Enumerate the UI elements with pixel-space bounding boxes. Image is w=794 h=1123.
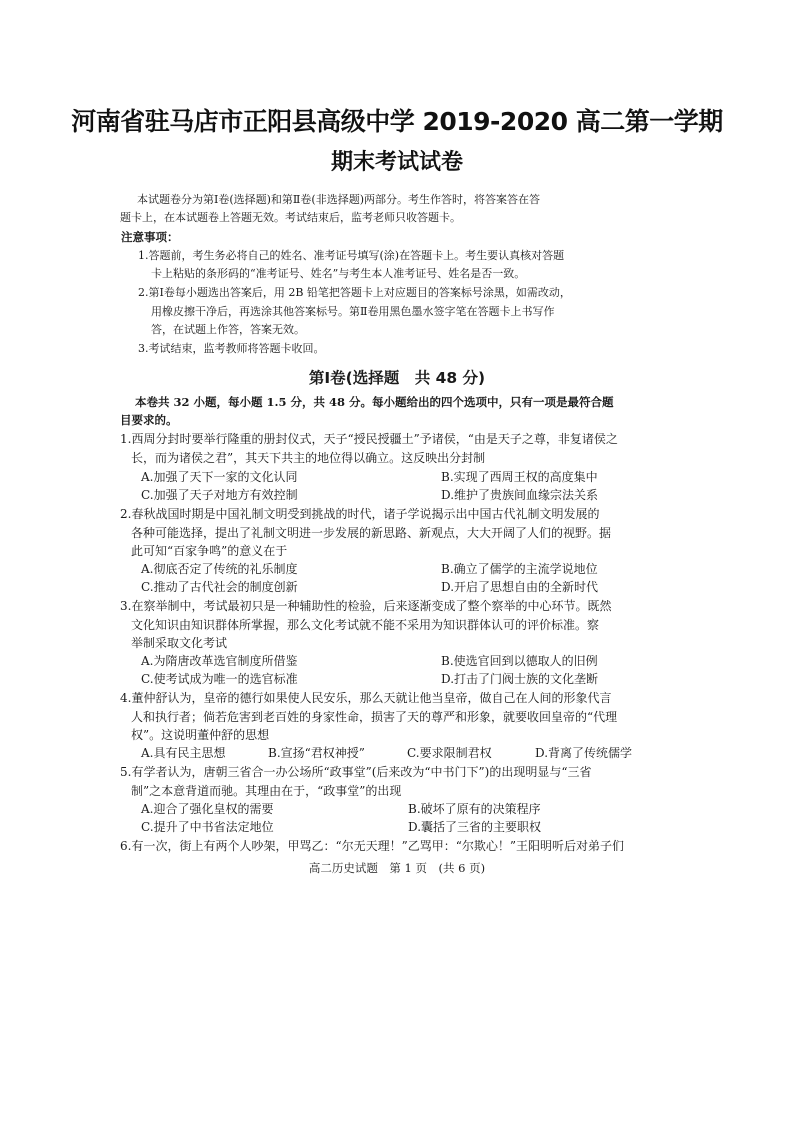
q2-option-a: A.彻底否定了传统的礼乐制度: [141, 562, 298, 576]
q3-stem-line-3: 举制采取文化考试: [131, 636, 228, 650]
q6-stem-line-1: 6.有一次，街上有两个人吵架，甲骂乙：“尔无天理！”乙骂甲：“尔欺心！”王阳明听后对弟子们: [120, 839, 624, 853]
note-2-line-2: 用橡皮擦干净后，再选涂其他答案标号。第Ⅱ卷用黑色墨水签字笔在答题卡上书写作: [151, 305, 555, 318]
note-3-line-1: 3.考试结束，监考教师将答题卡收回。: [138, 342, 325, 355]
q3-stem-line-1: 3.在察举制中，考试最初只是一种辅助性的检验，后来逐渐变成了整个察举的中心环节。既然: [120, 599, 612, 613]
q4-option-b: B.宣扬“君权神授”: [268, 746, 365, 760]
q4-option-c: C.要求限制君权: [407, 746, 492, 760]
exam-subtitle: 期末考试试卷: [330, 150, 463, 175]
q4-option-a: A.具有民主思想: [141, 746, 226, 760]
note-2-line-3: 答，在试题上作答，答案无效。: [151, 323, 305, 336]
q4-stem-line-1: 4.董仲舒认为，皇帝的德行如果使人民安乐，那么天就让他当皇帝，做自己在人间的形象代言: [120, 691, 612, 705]
page-footer: 高二历史试题 第 1 页 (共 6 页): [308, 861, 486, 875]
intro-line-1: 本试题卷分为第Ⅰ卷(选择题)和第Ⅱ卷(非选择题)两部分。考生作答时，将答案答在答: [137, 193, 540, 206]
q3-option-d: D.打击了门阀士族的文化垄断: [441, 672, 599, 686]
q1-stem-line-1: 1.西周分封时要举行隆重的册封仪式，天子“授民授疆土”予诸侯，“由是天子之尊，非复诸侯之: [120, 432, 618, 446]
q3-stem-line-2: 文化知识由知识群体所掌握，那么文化考试就不能不采用为知识群体认可的评价标准。察: [131, 618, 600, 632]
q1-stem-line-2: 长，而为诸侯之君”，其天下共主的地位得以确立。这反映出分封制: [131, 451, 486, 465]
q2-option-c: C.推动了古代社会的制度创新: [141, 580, 298, 594]
q2-stem-line-2: 各种可能选择，提出了礼制文明进一步发展的新思路、新观点，大大开阔了人们的视野。据: [131, 526, 612, 540]
section-1-desc-line-2: 目要求的。: [120, 413, 178, 427]
notes-heading: 注意事项：: [121, 230, 179, 244]
q1-option-b: B.实现了西周王权的高度集中: [441, 470, 598, 484]
q1-option-a: A.加强了天下一家的文化认同: [141, 470, 298, 484]
q5-option-b: B.破坏了原有的决策程序: [408, 802, 541, 816]
q5-stem-line-2: 制”之本意背道而驰。其理由在于，“政事堂”的出现: [131, 784, 402, 798]
exam-title: 河南省驻马店市正阳县高级中学 2019-2020 高二第一学期: [71, 107, 723, 136]
q1-option-d: D.维护了贵族间血缘宗法关系: [441, 488, 599, 502]
q5-option-d: D.囊括了三省的主要职权: [408, 820, 542, 834]
q4-stem-line-3: 权”。这说明董仲舒的思想: [131, 728, 270, 742]
q4-option-d: D.背离了传统儒学: [535, 746, 633, 760]
q2-stem-line-1: 2.春秋战国时期是中国礼制文明受到挑战的时代，诸子学说揭示出中国古代礼制文明发展的: [120, 507, 600, 521]
section-1-title: 第Ⅰ卷(选择题 共 48 分): [308, 369, 486, 387]
q1-option-c: C.加强了天子对地方有效控制: [141, 488, 298, 502]
q5-option-a: A.迎合了强化皇权的需要: [141, 802, 274, 816]
q3-option-a: A.为隋唐改革选官制度所借鉴: [141, 654, 298, 668]
note-1-line-2: 卡上粘贴的条形码的“准考证号、姓名”与考生本人准考证号、姓名是否一致。: [151, 267, 526, 280]
q5-option-c: C.提升了中书省法定地位: [141, 820, 274, 834]
q3-option-c: C.使考试成为唯一的选官标准: [141, 672, 298, 686]
note-1-line-1: 1.答题前，考生务必将自己的姓名、准考证号填写(涂)在答题卡上。考生要认真核对答题: [138, 249, 565, 262]
note-2-line-1: 2.第Ⅰ卷每小题选出答案后，用 2B 铅笔把答题卡上对应题目的答案标号涂黑，如需改动，: [138, 286, 571, 299]
q2-option-d: D.开启了思想自由的全新时代: [441, 580, 599, 594]
q3-option-b: B.使选官回到以德取人的旧例: [441, 654, 598, 668]
q5-stem-line-1: 5.有学者认为，唐朝三省合一办公场所“政事堂”(后来改为“中书门下”)的出现明显与“三省: [120, 765, 592, 779]
section-1-desc-line-1: 本卷共 32 小题，每小题 1.5 分，共 48 分。每小题给出的四个选项中，只有一项是最符合题: [135, 395, 614, 409]
intro-line-2: 题卡上，在本试题卷上答题无效。考试结束后，监考老师只收答题卡。: [120, 211, 461, 224]
q4-stem-line-2: 人和执行者；倘若危害到老百姓的身家性命，损害了天的尊严和形象，就要收回皇帝的“代理: [131, 710, 618, 724]
q2-option-b: B.确立了儒学的主流学说地位: [441, 562, 598, 576]
q2-stem-line-3: 此可知“百家争鸣”的意义在于: [131, 544, 288, 558]
